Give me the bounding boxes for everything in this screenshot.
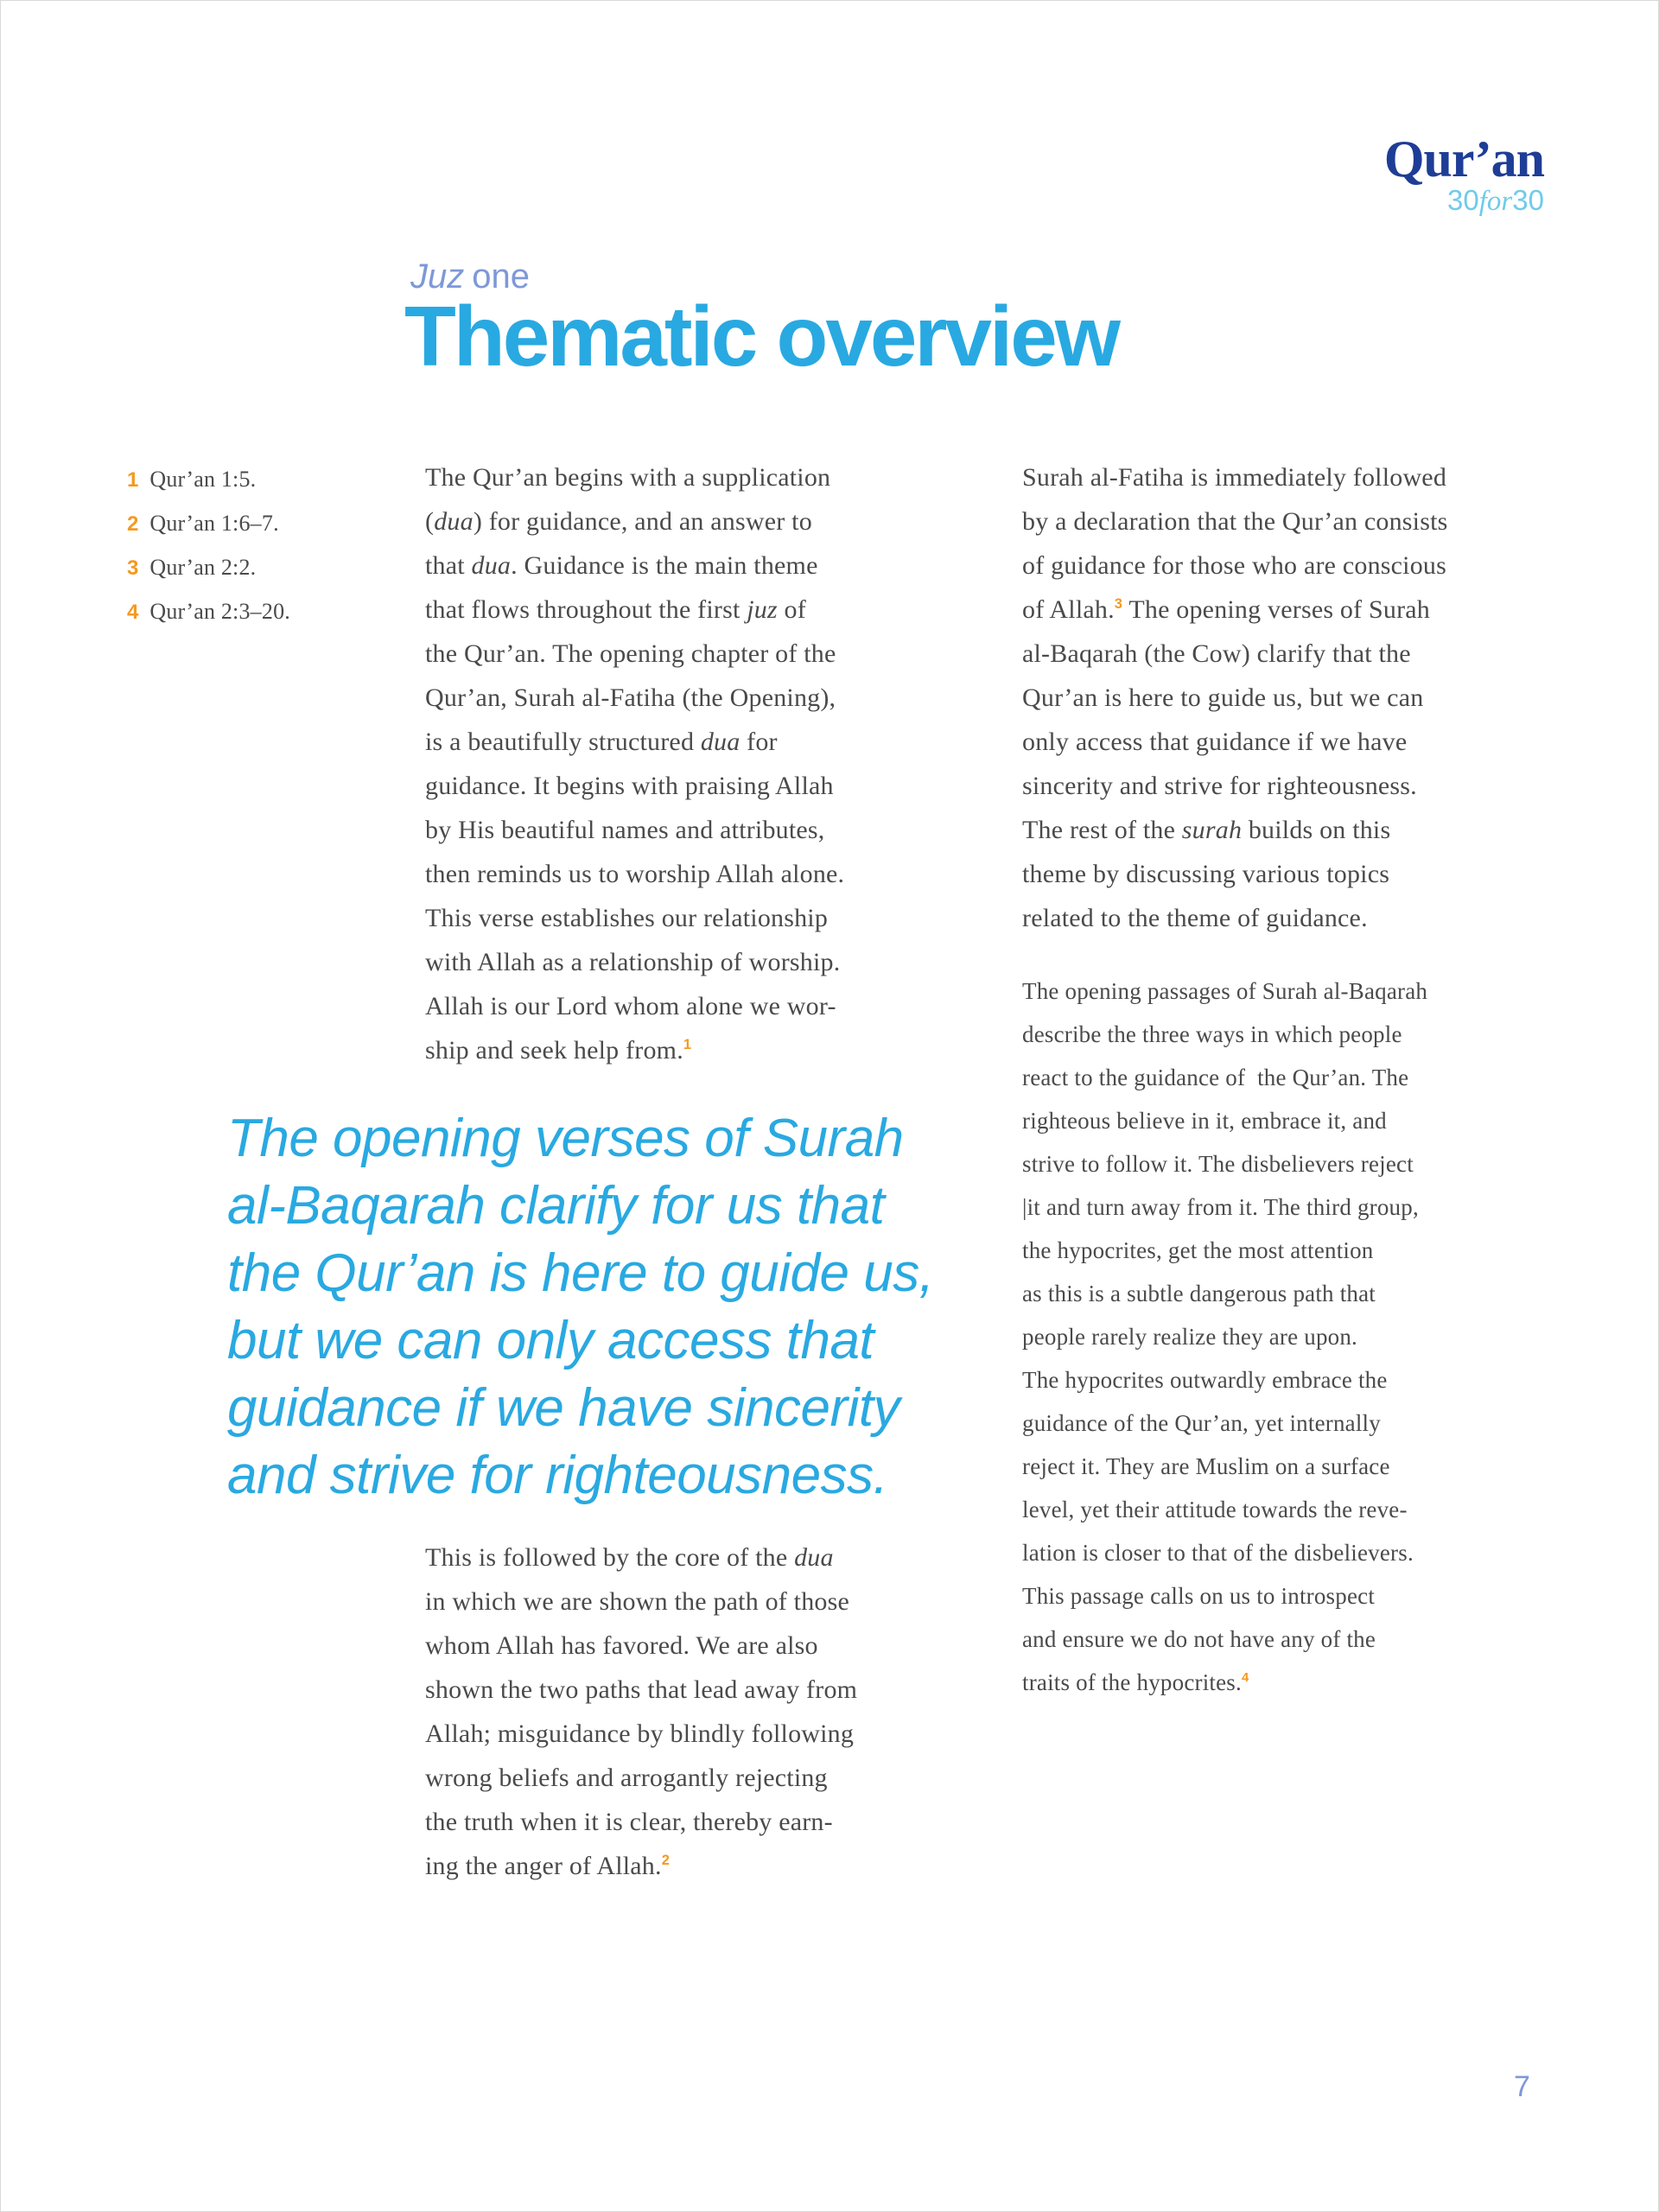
footnote-number: 2 [127,512,139,536]
column1-paragraph2: This is followed by the core of the dua in which we are shown the path of those whom Allah has favored. We are also shown the two paths that lead away from Allah; misguidance by blindly following wrong beliefs and arrogantly rejecting the truth when it is clear, thereby earn- ing the anger of Allah.$^2$ [425,1543,858,1880]
logo-wordmark: Qur’an [1383,130,1544,188]
logo-sub-30-right: 30 [1512,184,1544,216]
kicker-juz: Juz [410,257,465,296]
logo-subtitle [1384,186,1544,217]
footnote-item [127,467,412,493]
page-number: 7 [1514,2070,1530,2103]
column1-paragraph1: The Qur’an begins with a supplication (dua) for guidance, and an answer to that dua. Guidance is the main theme that flows throughout the first juz of the Qur’an. The opening chapter of the Qur’an, Surah al-Fatiha (the Opening), is a beautifully structured dua for guidance. It begins with praising Allah by His beautiful names and attributes, then reminds us to worship Allah alone. This verse establishes our relationship with Allah as a relationship of worship. Allah is our Lord whom alone we wor- ship and seek help from.$^1$ [425,463,845,1065]
brand-logo [1383,130,1544,217]
logo-sub-for: for [1478,186,1513,217]
logo-sub-30-left: 30 [1447,184,1479,216]
footnote-text: Qur’an 2:2. [149,555,257,580]
footnote-number: 3 [127,556,139,580]
footnote-item [127,555,412,581]
footnote-number: 4 [127,601,139,624]
kicker-one: one [472,257,530,296]
page-title: Thematic overview [404,289,1118,384]
footnote-number: 1 [127,468,139,492]
footnote-item [127,511,412,537]
column2-paragraph1: Surah al-Fatiha is immediately followed by a declaration that the Qur’an consists of guidance for those who are conscious of Allah.$^3$ The opening verses of Surah al-Baqarah (the Cow) clarify that the Qur’an is here to guide us, but we can only access that guidance if we have sincerity and strive for righteousness. The rest of the surah builds on this theme by discussing various topics related to the theme of guidance. [1022,463,1448,932]
footnote-text: Qur’an 1:5. [149,467,257,492]
column2-paragraph2: The opening passages of Surah al-Baqarah describe the three ways in which people react to the guidance of the Qur’an. The righteous believe in it, embrace it, and strive to follow it. The disbelievers reject |it and turn away from it. The third group, the hypocrites, get the most attention as this is a subtle dangerous path that people rarely realize they are upon. The hypocrites outwardly embrace the guidance of the Qur’an, yet internally reject it. They are Muslim on a surface level, yet their attitude towards the reve- lation is closer to that of the disbelievers. This passage calls on us to introspect and ensure we do not have any of the traits of the hypocrites.$^4$ [1022,978,1428,1695]
footnote-text: Qur’an 1:6–7. [149,511,279,536]
footnote-item [127,599,412,625]
pull-quote: The opening verses of Surah al-Baqarah clarify for us that the Qur’an is here to guide us, but we can only access that guidance if we have sincerity and strive for righteousness. [227,1109,934,1505]
footnotes-list [127,467,412,643]
footnote-text: Qur’an 2:3–20. [149,599,290,624]
